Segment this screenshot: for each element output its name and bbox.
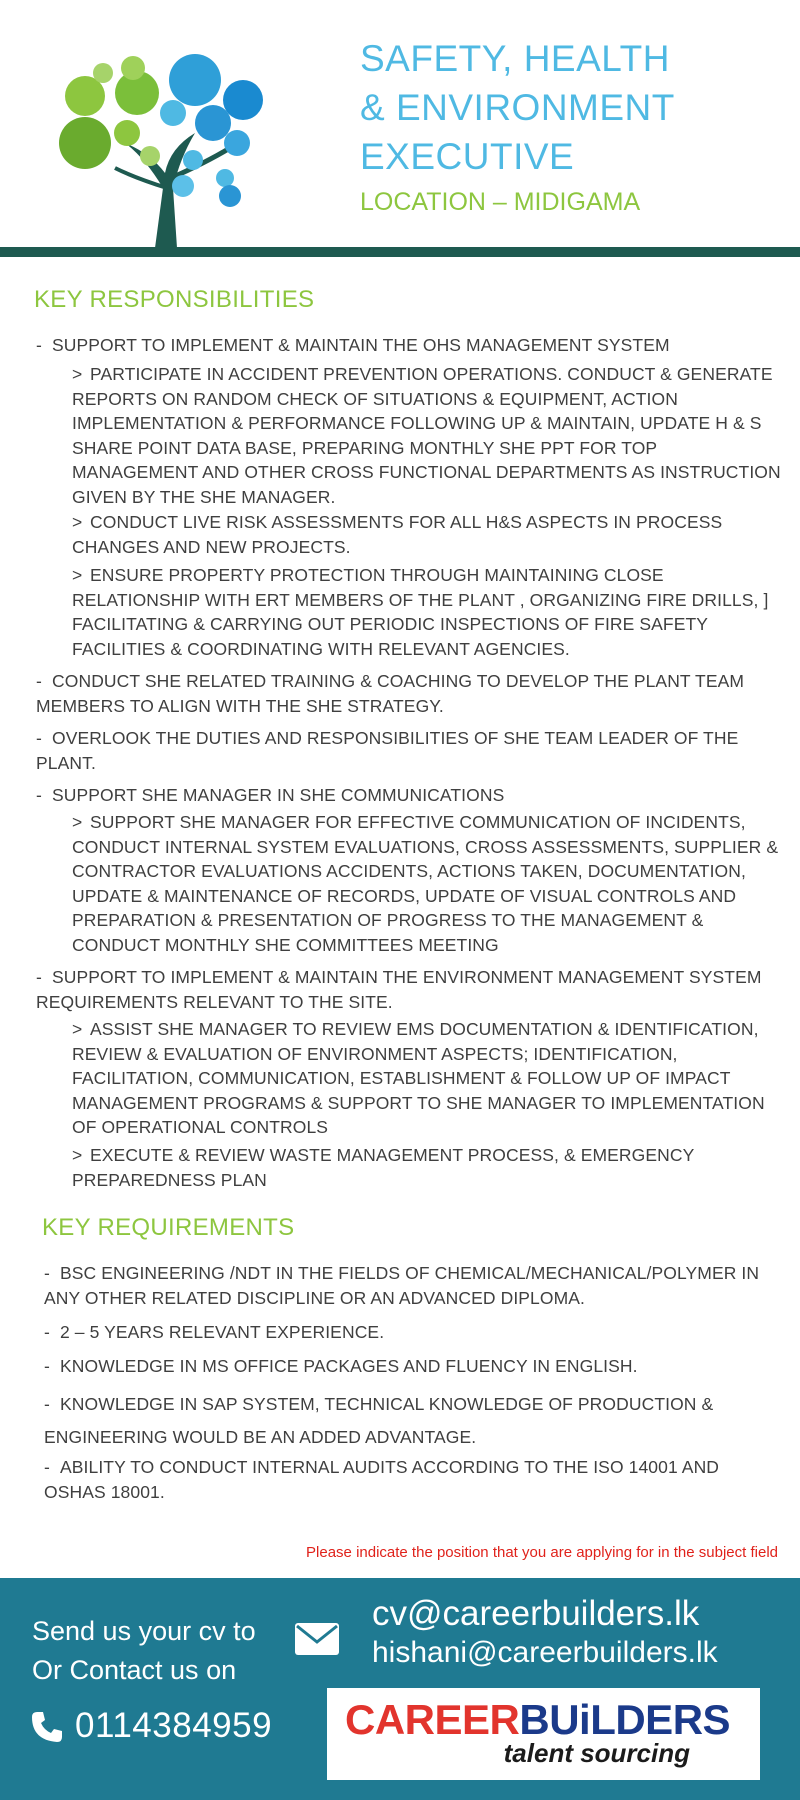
list-item: - ABILITY TO CONDUCT INTERNAL AUDITS ACCORDING TO THE ISO 14001 AND OSHAS 18001.: [44, 1457, 720, 1502]
list-item: - KNOWLEDGE IN MS OFFICE PACKAGES AND FLUENCY IN ENGLISH.: [44, 1356, 638, 1376]
logo-builders-text: BUiLDERS: [519, 1696, 731, 1743]
list-item: > SUPPORT SHE MANAGER FOR EFFECTIVE COMMUNICATION OF INCIDENTS, CONDUCT INTERNAL SYSTEM EVALUATIONS, CROSS ASSESSMENTS, SUPPLIER & CONTRACTOR EVALUATIONS ACCIDENTS, ACTIONS TAKEN, DOCUMENTATION, UPDATE & MAINTENANCE OF RECORDS, UPDATE OF VISUAL CONTROLS AND PREPARATION & PRESENTATION OF PROGRESS TO THE MANAGEMENT & CONDUCT MONTHLY SHE COMMITTEES MEETING: [72, 812, 779, 955]
tree-logo-icon: [55, 38, 315, 248]
list-item: - KNOWLEDGE IN SAP SYSTEM, TECHNICAL KNOWLEDGE OF PRODUCTION & ENGINEERING WOULD BE AN ADDED ADVANTAGE.: [44, 1394, 714, 1447]
send-line-1: Send us your cv to: [32, 1616, 256, 1646]
list-item: > ENSURE PROPERTY PROTECTION THROUGH MAINTAINING CLOSE RELATIONSHIP WITH ERT MEMBERS OF THE PLANT , ORGANIZING FIRE DRILLS, ] FACILITATING & CARRYING OUT PERIODIC INSPECTIONS OF FIRE SAFETY FACILITIES & COORDINATING WITH RELEVANT AGENCIES.: [72, 565, 769, 659]
list-item: - SUPPORT SHE MANAGER IN SHE COMMUNICATIONS: [36, 785, 505, 805]
job-title: [360, 34, 780, 181]
list-item: > ASSIST SHE MANAGER TO REVIEW EMS DOCUMENTATION & IDENTIFICATION, REVIEW & EVALUATION OF ENVIRONMENT ASPECTS; IDENTIFICATION, FACILITATION, COMMUNICATION, ESTABLISHMENT & FOLLOW UP OF IMPACT MANAGEMENT PROGRAMS & SUPPORT TO SHE MANAGER TO IMPLEMENTATION OF OPERATIONAL CONTROLS: [72, 1019, 765, 1137]
job-title-line3: EXECUTIVE: [360, 136, 575, 177]
responsibilities-heading: KEY RESPONSIBILITIES: [34, 286, 315, 313]
mail-icon: [294, 1622, 340, 1656]
logo-wordmark: [345, 1696, 730, 1744]
send-line-2: Or Contact us on: [32, 1655, 237, 1685]
careerbuilders-logo: [327, 1688, 760, 1780]
phone-number[interactable]: 0114384959: [75, 1706, 273, 1745]
contact-footer: [0, 1578, 800, 1800]
phone-icon: [30, 1710, 64, 1744]
email-list: [372, 1594, 718, 1672]
logo-tagline: talent sourcing: [503, 1738, 690, 1768]
email-cv-link[interactable]: cv@careerbuilders.lk: [372, 1594, 700, 1633]
list-item: - SUPPORT TO IMPLEMENT & MAINTAIN THE OHS MANAGEMENT SYSTEM: [36, 335, 670, 355]
email-hishani-link[interactable]: hishani@careerbuilders.lk: [372, 1636, 718, 1669]
job-title-line2: & ENVIRONMENT: [360, 87, 675, 128]
list-item: - BSC ENGINEERING /NDT IN THE FIELDS OF CHEMICAL/MECHANICAL/POLYMER IN ANY OTHER RELATED DISCIPLINE OR AN ADVANCED DIPLOMA.: [44, 1263, 760, 1308]
subject-notice: Please indicate the position that you are applying for in the subject field: [306, 1544, 778, 1561]
list-item: - OVERLOOK THE DUTIES AND RESPONSIBILITIES OF SHE TEAM LEADER OF THE PLANT.: [36, 728, 739, 773]
logo-career-text: CAREER: [345, 1696, 520, 1743]
list-item: - SUPPORT TO IMPLEMENT & MAINTAIN THE ENVIRONMENT MANAGEMENT SYSTEM REQUIREMENTS RELEVANT TO THE SITE.: [36, 967, 762, 1012]
list-item: > CONDUCT LIVE RISK ASSESSMENTS FOR ALL H&S ASPECTS IN PROCESS CHANGES AND NEW PROJECTS.: [72, 512, 723, 557]
send-cv-text: [32, 1612, 256, 1690]
header-divider: [0, 247, 800, 257]
job-location: LOCATION – MIDIGAMA: [360, 188, 641, 216]
list-item: - 2 – 5 YEARS RELEVANT EXPERIENCE.: [44, 1322, 385, 1342]
list-item: > PARTICIPATE IN ACCIDENT PREVENTION OPERATIONS. CONDUCT & GENERATE REPORTS ON RANDOM CHECK OF SITUATIONS & EQUIPMENT, ACTION IMPLEMENTATION & PERFORMANCE FOLLOWING UP & MAINTAIN, UPDATE H & S SHARE POINT DATA BASE, PREPARING MONTHLY SHE PPT FOR TOP MANAGEMENT AND OTHER CROSS FUNCTIONAL DEPARTMENTS AS INSTRUCTION GIVEN BY THE SHE MANAGER.: [72, 364, 781, 507]
page-header: [0, 0, 800, 246]
list-item: - CONDUCT SHE RELATED TRAINING & COACHING TO DEVELOP THE PLANT TEAM MEMBERS TO ALIGN WITH THE SHE STRATEGY.: [36, 671, 745, 716]
requirements-heading: KEY REQUIREMENTS: [42, 1214, 295, 1241]
job-title-line1: SAFETY, HEALTH: [360, 38, 670, 79]
list-item: > EXECUTE & REVIEW WASTE MANAGEMENT PROCESS, & EMERGENCY PREPAREDNESS PLAN: [72, 1145, 695, 1190]
